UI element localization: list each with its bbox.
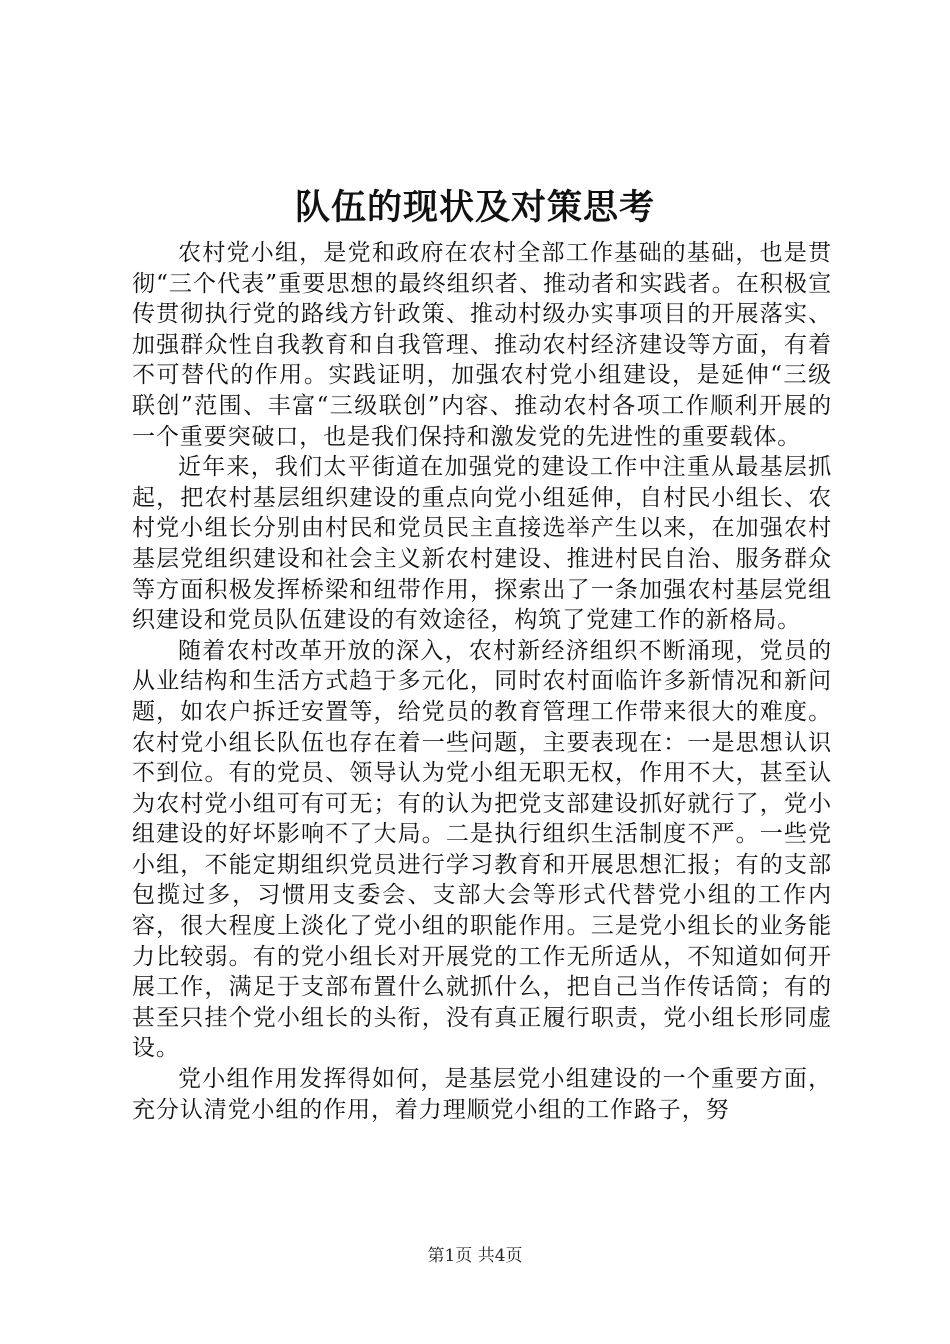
paragraph-1: 农村党小组，是党和政府在农村全部工作基础的基础，也是贯彻“三个代表”重要思想的最终组织者、推动者和实践者。在积极宣传贯彻执行党的路线方针政策、推动村级办实事项目的开展落实、加强群众性自我教育和自我管理、推动农村经济建设等方面，有着不可替代的作用。实践证明，加强农村党小组建设，是延伸“三级联创”范围、丰富“三级联创”内容、推动农村各项工作顺利开展的一个重要突破口，也是我们保持和激发党的先进性的重要载体。 xyxy=(132,240,832,450)
paragraph-4: 党小组作用发挥得如何，是基层党小组建设的一个重要方面，充分认清党小组的作用，着力理顺党小组的工作路子，努 xyxy=(132,1066,832,1123)
paragraph-2: 近年来，我们太平街道在加强党的建设工作中注重从最基层抓起，把农村基层组织建设的重点向党小组延伸，自村民小组长、农村党小组长分别由村民和党员民主直接选举产生以来，在加强农村基层党组织建设和社会主义新农村建设、推进村民自治、服务群众等方面积极发挥桥梁和纽带作用，探索出了一条加强农村基层党组织建设和党员队伍建设的有效途径，构筑了党建工作的新格局。 xyxy=(132,454,832,634)
document-body xyxy=(132,238,832,1125)
document-title: 队伍的现状及对策思考 xyxy=(294,187,655,228)
page-number-footer: 第1页 共4页 xyxy=(427,1246,523,1266)
paragraph-3: 随着农村改革开放的深入，农村新经济组织不断涌现，党员的从业结构和生活方式趋于多元化，同时农村面临许多新情况和新问题，如农户拆迁安置等，给党员的教育管理工作带来很大的难度。农村党小组长队伍也存在着一些问题，主要表现在：一是思想认识不到位。有的党员、领导认为党小组无职无权，作用不大，甚至认为农村党小组可有可无；有的认为把党支部建设抓好就行了，党小组建设的好坏影响不了大局。二是执行组织生活制度不严。一些党小组，不能定期组织党员进行学习教育和开展思想汇报；有的支部包揽过多，习惯用支委会、支部大会等形式代替党小组的工作内容，很大程度上淡化了党小组的职能作用。三是党小组长的业务能力比较弱。有的党小组长对开展党的工作无所适从，不知道如何开展工作，满足于支部布置什么就抓什么，把自己当作传话筒；有的甚至只挂个党小组长的头衔，没有真正履行职责，党小组长形同虚设。 xyxy=(132,637,832,1062)
